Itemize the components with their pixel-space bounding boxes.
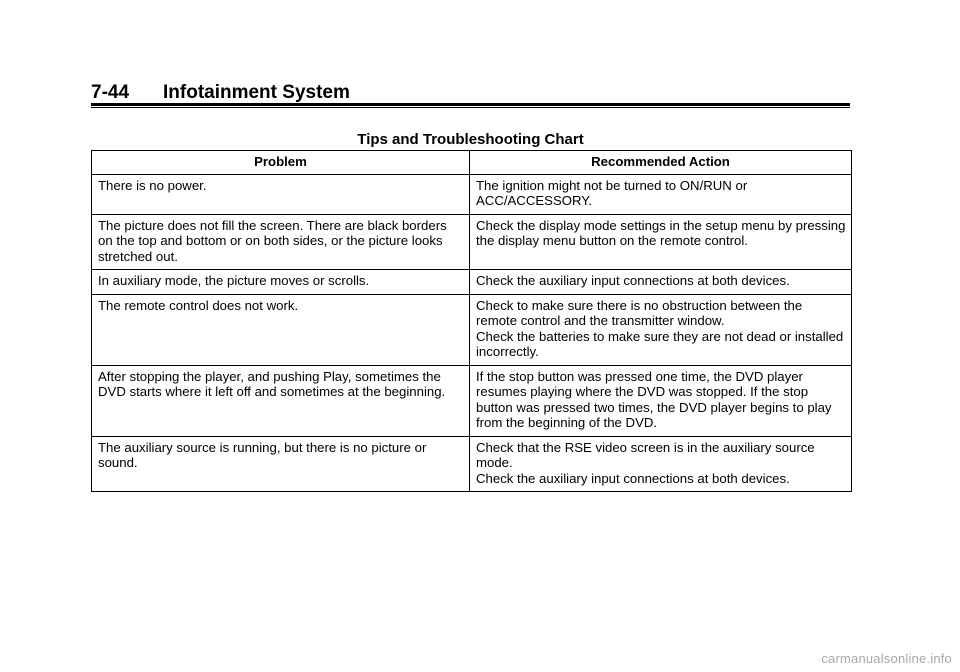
table-row bbox=[92, 365, 852, 436]
action-cell bbox=[470, 294, 852, 365]
action-cell bbox=[470, 214, 852, 270]
table-row bbox=[92, 294, 852, 365]
problem-cell bbox=[92, 294, 470, 365]
table-row bbox=[92, 214, 852, 270]
problem-text: After stopping the player, and pushing Play, sometimes the DVD starts where it left off and sometimes at the beginning. bbox=[98, 368, 446, 399]
action-text: Check the auxiliary input connections at both devices. bbox=[476, 470, 790, 486]
action-cell bbox=[470, 174, 852, 214]
action-cell bbox=[470, 436, 852, 492]
problem-text: The auxiliary source is running, but there is no picture or sound. bbox=[98, 439, 427, 470]
problem-cell bbox=[92, 174, 470, 214]
watermark-text: carmanualsonline.info bbox=[821, 651, 952, 666]
action-text: The ignition might not be turned to ON/RUN or ACC/ACCESSORY. bbox=[476, 177, 748, 208]
table-row bbox=[92, 270, 852, 295]
table-row bbox=[92, 436, 852, 492]
action-text: If the stop button was pressed one time, the DVD player resumes playing where the DVD was stopped. If the stop button was pressed two times, the DVD player begins to play from the beginning of the DVD. bbox=[476, 368, 832, 430]
section-title: Infotainment System bbox=[163, 82, 350, 103]
action-text: Check to make sure there is no obstruction between the remote control and the transmitter window. bbox=[476, 297, 803, 328]
page-number: 7-44 bbox=[91, 82, 130, 103]
column-header-action: Recommended Action bbox=[470, 151, 852, 175]
action-text: Check the batteries to make sure they are not dead or installed incorrectly. bbox=[476, 328, 844, 359]
problem-cell bbox=[92, 270, 470, 295]
column-header-problem: Problem bbox=[92, 151, 470, 175]
problem-cell bbox=[92, 214, 470, 270]
problem-text: The picture does not fill the screen. There are black borders on the top and bottom or on both sides, or the picture looks stretched out. bbox=[98, 217, 447, 264]
action-text: Check the auxiliary input connections at both devices. bbox=[476, 273, 790, 288]
problem-text: There is no power. bbox=[98, 177, 207, 193]
action-text: Check that the RSE video screen is in the auxiliary source mode. bbox=[476, 439, 815, 470]
problem-text: In auxiliary mode, the picture moves or scrolls. bbox=[98, 273, 370, 288]
page-header bbox=[91, 82, 850, 104]
problem-cell bbox=[92, 436, 470, 492]
header-rule-thin bbox=[91, 107, 850, 108]
action-cell bbox=[470, 270, 852, 295]
table-title: Tips and Troubleshooting Chart bbox=[357, 131, 584, 148]
table-row bbox=[92, 174, 852, 214]
table-header-row bbox=[92, 151, 852, 175]
troubleshooting-table bbox=[91, 150, 852, 492]
header-rule bbox=[91, 103, 850, 106]
problem-cell bbox=[92, 365, 470, 436]
action-text: Check the display mode settings in the setup menu by pressing the display menu button on the remote control. bbox=[476, 217, 846, 248]
problem-text: The remote control does not work. bbox=[98, 297, 299, 313]
action-cell bbox=[470, 365, 852, 436]
